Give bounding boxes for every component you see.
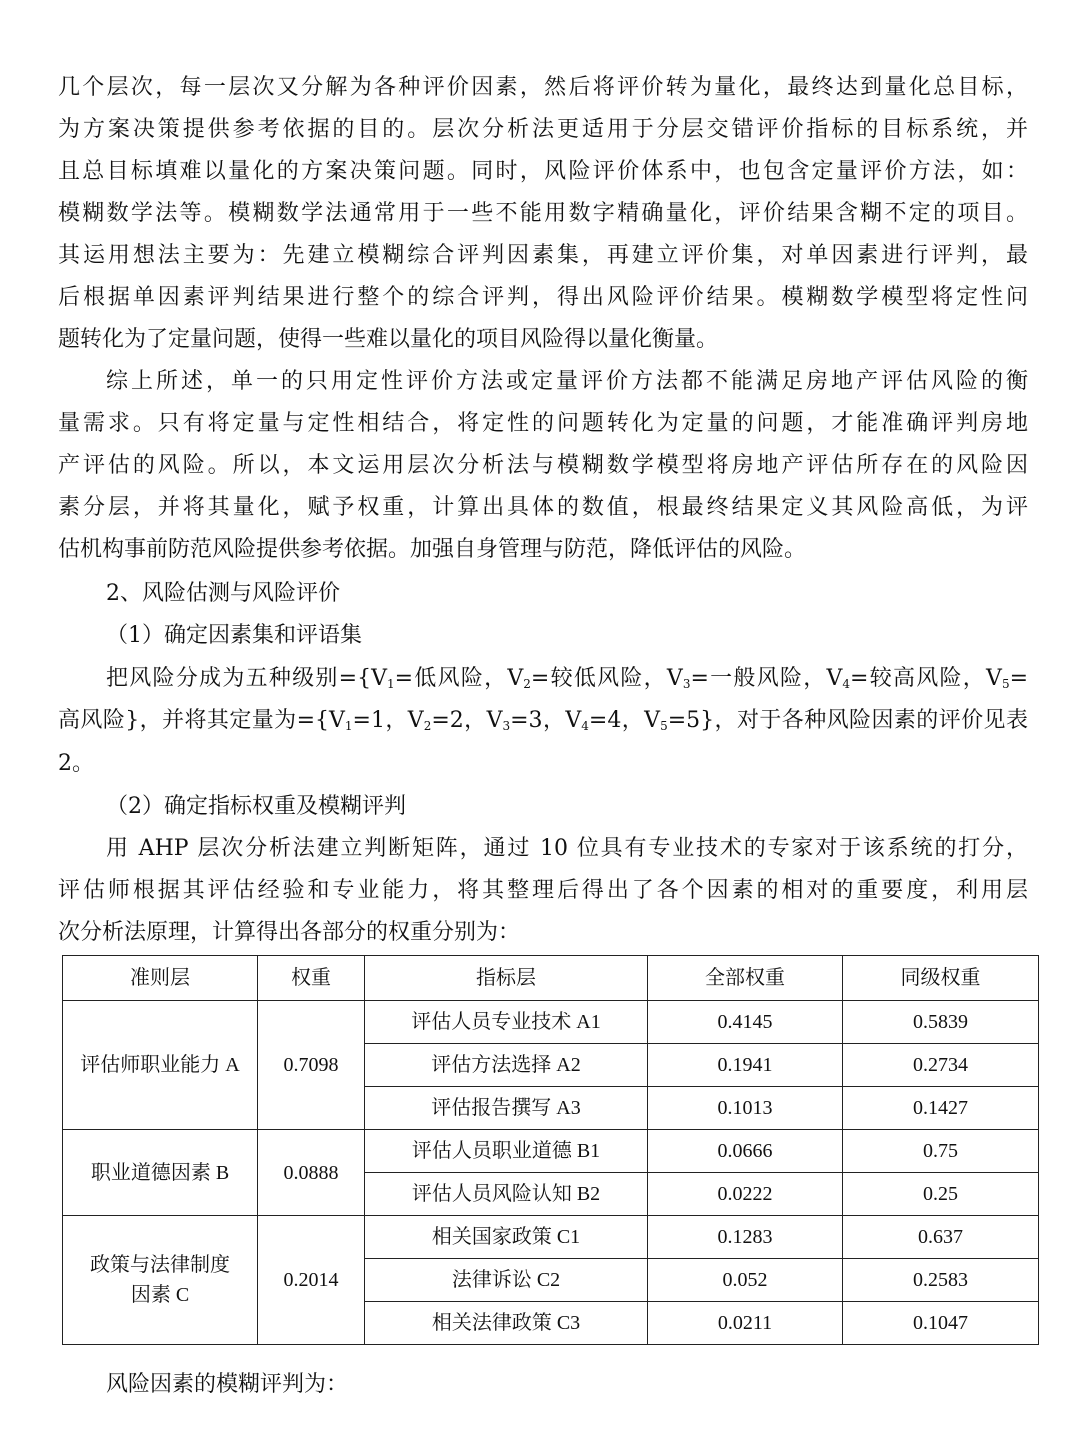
table-row	[63, 1001, 1039, 1044]
closing-line: 风险因素的模糊评判为：	[106, 1372, 349, 1397]
local-weight-cell: 0.75	[843, 1130, 1039, 1173]
indicator-cell: 评估报告撰写 A3	[365, 1087, 648, 1130]
table-row	[63, 1130, 1039, 1173]
criterion-cell-c	[63, 1216, 258, 1345]
subscript: 1	[386, 677, 395, 691]
paragraph-1-line-2: 为方案决策提供参考依据的目的。层次分析法更适用于分层交错评价指标的目标系统，并	[58, 117, 1028, 142]
paragraph-1-line-6: 后根据单因素评判结果进行整个的综合评判，得出风险评价结果。模糊数学模型将定性问	[58, 285, 1028, 310]
ahp-line-1: 用 AHP 层次分析法建立判断矩阵，通过 10 位具有专业技术的专家对于该系统的打分，	[106, 836, 1028, 861]
levels-text: 把风险分成为五种级别={V	[106, 666, 387, 691]
local-weight-cell: 0.1427	[843, 1087, 1039, 1130]
criterion-cell-b: 职业道德因素 B	[63, 1130, 258, 1216]
table-header-row	[63, 956, 1039, 1001]
weight-cell-a: 0.7098	[258, 1001, 365, 1130]
local-weight-cell: 0.5839	[843, 1001, 1039, 1044]
levels-text: =3，V	[510, 708, 582, 733]
local-weight-cell: 0.25	[843, 1173, 1039, 1216]
weights-table	[62, 955, 1039, 1345]
total-weight-cell: 0.1283	[648, 1216, 843, 1259]
paragraph-2-line-1: 综上所述，单一的只用定性评价方法或定量评价方法都不能满足房地产评估风险的衡	[106, 369, 1028, 394]
paragraph-1-line-5: 其运用想法主要为：先建立模糊综合评判因素集，再建立评价集，对单因素进行评判，最	[58, 243, 1028, 268]
subscript: 4	[581, 719, 589, 733]
levels-line-2	[58, 706, 1028, 736]
header-indicator: 指标层	[365, 956, 648, 1001]
subscript: 5	[660, 719, 668, 733]
subsection-heading-2-2: （2）确定指标权重及模糊评判	[106, 794, 406, 819]
table-row	[63, 1216, 1039, 1259]
total-weight-cell: 0.4145	[648, 1001, 843, 1044]
levels-text: 高风险}，并将其定量为={V	[58, 708, 345, 733]
header-total-weight: 全部权重	[648, 956, 843, 1001]
subsection-heading-2-1: （1）确定因素集和评语集	[106, 623, 362, 648]
paragraph-1-line-3: 且总目标填难以量化的方案决策问题。同时，风险评价体系中，也包含定量评价方法，如：	[58, 159, 1028, 184]
paragraph-1-line-1: 几个层次，每一层次又分解为各种评价因素，然后将评价转为量化，最终达到量化总目标，	[58, 75, 1028, 100]
indicator-cell: 相关国家政策 C1	[365, 1216, 648, 1259]
levels-text: =	[1009, 666, 1028, 691]
local-weight-cell: 0.2734	[843, 1044, 1039, 1087]
paragraph-2-line-4: 素分层，并将其量化，赋予权重，计算出具体的数值，根最终结果定义其风险高低，为评	[58, 495, 1028, 520]
subscript: 2	[423, 719, 432, 733]
weight-cell-b: 0.0888	[258, 1130, 365, 1216]
total-weight-cell: 0.1013	[648, 1087, 843, 1130]
ahp-line-2: 评估师根据其评估经验和专业能力，将其整理后得出了各个因素的相对的重要度，利用层	[58, 878, 1028, 903]
indicator-cell: 评估人员专业技术 A1	[365, 1001, 648, 1044]
indicator-cell: 相关法律政策 C3	[365, 1302, 648, 1345]
paragraph-1-line-4: 模糊数学法等。模糊数学法通常用于一些不能用数字精确量化，评价结果含糊不定的项目。	[58, 201, 1028, 226]
levels-text: =低风险，V	[394, 666, 524, 691]
levels-text: =2，V	[431, 708, 503, 733]
levels-text: =较低风险，V	[530, 666, 683, 691]
criterion-c-line-1: 政策与法律制度	[90, 1254, 230, 1276]
levels-text: =5}，对于各种风险因素的评价见表	[667, 708, 1028, 733]
total-weight-cell: 0.0211	[648, 1302, 843, 1345]
weight-cell-c: 0.2014	[258, 1216, 365, 1345]
subscript: 5	[1001, 677, 1010, 691]
paragraph-2-line-5: 估机构事前防范风险提供参考依据。加强自身管理与防范，降低评估的风险。	[58, 537, 807, 562]
levels-line-3: 2。	[58, 751, 94, 776]
levels-text: =4，V	[588, 708, 661, 733]
total-weight-cell: 0.0222	[648, 1173, 843, 1216]
subscript: 2	[523, 677, 531, 691]
levels-line-1	[106, 664, 1028, 694]
subscript: 3	[502, 719, 511, 733]
paragraph-2-line-2: 量需求。只有将定量与定性相结合，将定性的问题转化为定量的问题，才能准确评判房地	[58, 411, 1028, 436]
subscript: 3	[682, 677, 691, 691]
paragraph-2-line-3: 产评估的风险。所以，本文运用层次分析法与模糊数学模型将房地产评估所存在的风险因	[58, 453, 1028, 478]
section-heading-2: 2、风险估测与风险评价	[106, 581, 340, 606]
levels-text: =1，V	[352, 708, 424, 733]
levels-text: =一般风险，V	[690, 666, 843, 691]
local-weight-cell: 0.2583	[843, 1259, 1039, 1302]
levels-text: =较高风险，V	[850, 666, 1002, 691]
criterion-cell-a: 评估师职业能力 A	[63, 1001, 258, 1130]
header-local-weight: 同级权重	[843, 956, 1039, 1001]
ahp-line-3: 次分析法原理，计算得出各部分的权重分别为：	[58, 920, 521, 945]
indicator-cell: 法律诉讼 C2	[365, 1259, 648, 1302]
criterion-c-line-2: 因素 C	[130, 1284, 190, 1306]
header-weight: 权重	[258, 956, 365, 1001]
total-weight-cell: 0.052	[648, 1259, 843, 1302]
total-weight-cell: 0.1941	[648, 1044, 843, 1087]
local-weight-cell: 0.637	[843, 1216, 1039, 1259]
header-criterion: 准则层	[63, 956, 258, 1001]
paragraph-1-line-7: 题转化为了定量问题，使得一些难以量化的项目风险得以量化衡量。	[58, 327, 719, 352]
subscript: 1	[344, 719, 353, 733]
indicator-cell: 评估人员风险认知 B2	[365, 1173, 648, 1216]
subscript: 4	[842, 677, 851, 691]
local-weight-cell: 0.1047	[843, 1302, 1039, 1345]
total-weight-cell: 0.0666	[648, 1130, 843, 1173]
indicator-cell: 评估方法选择 A2	[365, 1044, 648, 1087]
indicator-cell: 评估人员职业道德 B1	[365, 1130, 648, 1173]
